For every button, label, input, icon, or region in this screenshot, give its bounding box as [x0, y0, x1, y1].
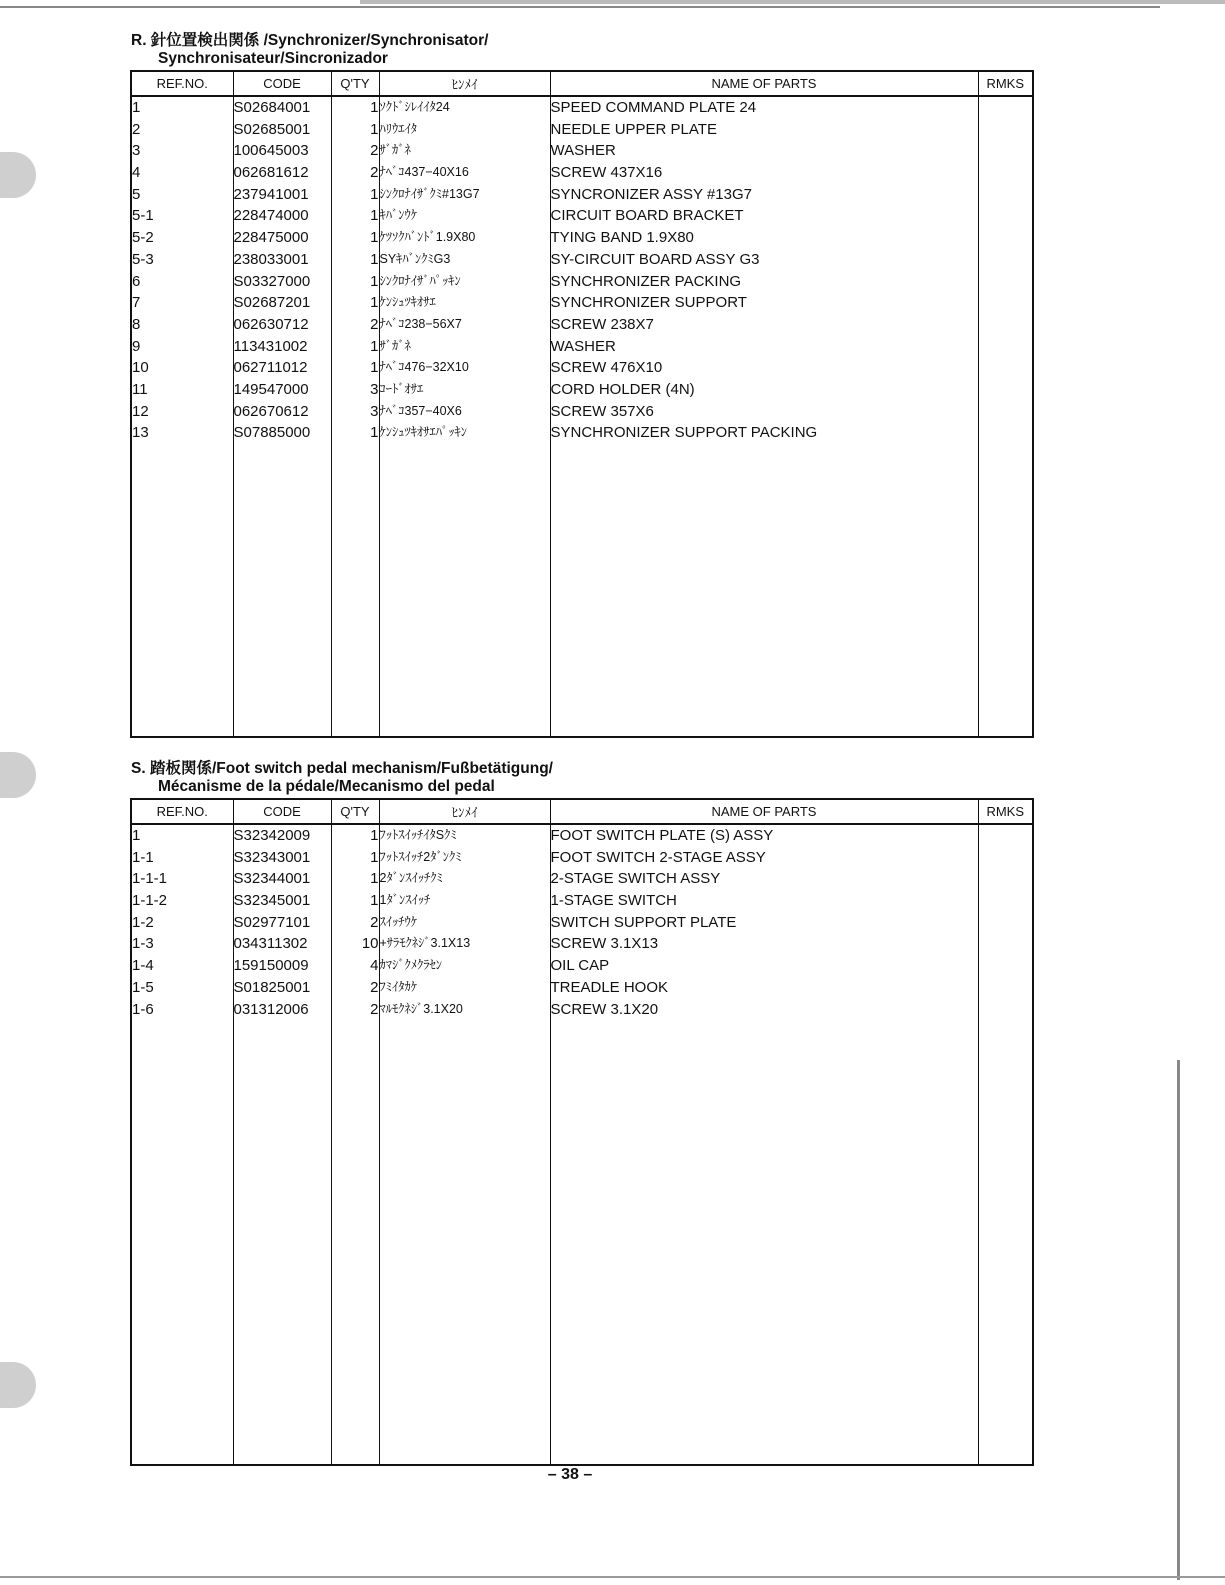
cell-ref: 5	[132, 185, 141, 203]
name-of-parts-column	[550, 96, 978, 737]
cell-ref: 13	[132, 424, 149, 442]
cell-name: 2-STAGE SWITCH ASSY	[550, 870, 721, 888]
cell-qty: 1	[370, 99, 379, 116]
cell-code: S32344001	[233, 870, 311, 888]
cell-ref: 1-3	[132, 935, 154, 953]
cell-code: S32345001	[233, 892, 311, 910]
cell-qty: 3	[370, 402, 379, 420]
cell-qty: 1	[370, 120, 379, 138]
cell-code: S02977101	[233, 913, 311, 931]
header-name-of-parts: NAME OF PARTS	[550, 71, 978, 96]
cell-kana: ﾌｯﾄｽｲｯﾁ2ﾀﾞﾝｸﾐ	[379, 849, 462, 864]
section-title-s	[131, 760, 553, 796]
cell-code: 159150009	[233, 957, 309, 975]
cell-name: SYNCRONIZER ASSY #13G7	[550, 185, 752, 203]
cell-code: S32342009	[233, 827, 311, 844]
cell-ref: 10	[132, 359, 149, 377]
cell-kana: ｷﾊﾞﾝｳｹ	[379, 208, 418, 223]
cell-ref: 7	[132, 294, 141, 312]
parts-table-r	[130, 70, 1034, 738]
section-title-line2: Synchronisateur/Sincronizador	[158, 50, 388, 67]
header-remarks: RMKS	[978, 799, 1033, 824]
cell-qty: 2	[370, 142, 379, 160]
cell-qty: 2	[370, 978, 379, 996]
cell-qty: 3	[370, 380, 379, 398]
section-title-line2: Mécanisme de la pédale/Mecanismo del pedal	[158, 778, 495, 795]
cell-name: SYNCHRONIZER SUPPORT	[550, 294, 747, 312]
cell-kana: ﾊﾘｳｴｲﾀ	[379, 121, 418, 136]
cell-qty: 1	[370, 185, 379, 203]
cell-kana: ﾌﾐｲﾀｶｹ	[379, 979, 418, 994]
cell-name: SY-CIRCUIT BOARD ASSY G3	[550, 250, 760, 268]
cell-qty: 1	[370, 870, 379, 888]
cell-ref: 2	[132, 120, 141, 138]
code-column	[233, 824, 331, 1465]
cell-name: NEEDLE UPPER PLATE	[550, 120, 717, 138]
cell-kana: SYｷﾊﾞﾝｸﾐG3	[379, 251, 451, 266]
cell-qty: 4	[370, 957, 379, 975]
cell-kana: ｿｸﾄﾞｼﾚｲｲﾀ24	[379, 100, 450, 114]
cell-ref: 8	[132, 315, 141, 333]
cell-code: S07885000	[233, 424, 311, 442]
cell-ref: 6	[132, 272, 141, 290]
cell-ref: 5-1	[132, 207, 154, 225]
cell-kana: ﾅﾍﾞｺ437−40X16	[379, 165, 469, 180]
header-ref-no: REF.NO.	[131, 71, 233, 96]
header-qty: Q'TY	[331, 799, 379, 824]
header-code: CODE	[233, 71, 331, 96]
cell-qty: 1	[370, 229, 379, 247]
cell-qty: 2	[370, 164, 379, 182]
cell-code: 228474000	[233, 207, 309, 225]
cell-code: S02687201	[233, 294, 311, 312]
cell-name: SCREW 437X16	[550, 164, 663, 182]
cell-ref: 5-3	[132, 250, 154, 268]
cell-code: 062681612	[233, 164, 309, 182]
header-qty: Q'TY	[331, 71, 379, 96]
scan-rule-top	[0, 6, 1160, 8]
section-title-r	[131, 32, 488, 68]
cell-qty: 2	[370, 315, 379, 333]
cell-code: S02685001	[233, 120, 311, 138]
cell-qty: 1	[370, 250, 379, 268]
cell-qty: 1	[370, 337, 379, 355]
cell-name: WASHER	[550, 337, 616, 355]
cell-code: 034311302	[233, 935, 308, 953]
cell-name: CIRCUIT BOARD BRACKET	[550, 207, 744, 225]
cell-qty: 10	[361, 935, 379, 953]
cell-code: S03327000	[233, 272, 311, 290]
cell-kana: ｶﾏｼﾞｸﾒｸﾗｾﾝ	[379, 958, 443, 973]
cell-kana: ｻﾞｶﾞﾈ	[379, 338, 411, 353]
remarks-column	[978, 96, 1033, 737]
cell-ref: 12	[132, 402, 149, 420]
table-header-row	[131, 799, 1033, 824]
header-ref-no: REF.NO.	[131, 799, 233, 824]
cell-kana: ｹﾝｼｭﾂｷｵｻｴﾊﾟｯｷﾝ	[379, 425, 468, 440]
name-of-parts-column	[550, 824, 978, 1465]
cell-ref: 1-1	[132, 848, 154, 866]
cell-qty: 1	[370, 827, 379, 844]
cell-qty: 1	[370, 207, 379, 225]
cell-code: S32343001	[233, 848, 311, 866]
cell-kana: ﾅﾍﾞｺ357−40X6	[379, 403, 462, 418]
header-code: CODE	[233, 799, 331, 824]
cell-qty: 2	[370, 1000, 379, 1018]
cell-qty: 1	[370, 848, 379, 866]
cell-ref: 1-2	[132, 913, 154, 931]
cell-name: 1-STAGE SWITCH	[550, 892, 677, 910]
cell-qty: 1	[370, 294, 379, 312]
cell-name: SCREW 357X6	[550, 402, 654, 420]
cell-name: SWITCH SUPPORT PLATE	[550, 913, 737, 931]
cell-code: 149547000	[233, 380, 309, 398]
cell-kana: ﾅﾍﾞｺ238−56X7	[379, 316, 462, 331]
cell-name: CORD HOLDER (4N)	[550, 380, 695, 398]
header-kana-name: ﾋﾝﾒｲ	[379, 799, 550, 824]
cell-code: 062670612	[233, 402, 309, 420]
cell-code: 062630712	[233, 315, 309, 333]
kana-name-column	[379, 824, 550, 1465]
cell-ref: 1	[132, 99, 141, 116]
cell-kana: ｼﾝｸﾛﾅｲｻﾞｸﾐ#13G7	[379, 186, 480, 201]
cell-kana: ｻﾞｶﾞﾈ	[379, 143, 411, 158]
cell-name: WASHER	[550, 142, 616, 160]
cell-name: TREADLE HOOK	[550, 978, 669, 996]
cell-qty: 2	[370, 913, 379, 931]
kana-name-column	[379, 96, 550, 737]
cell-qty: 1	[370, 892, 379, 910]
remarks-column	[978, 824, 1033, 1465]
cell-name: SCREW 3.1X20	[550, 1000, 659, 1018]
section-title-line1: R. 針位置検出関係 /Synchronizer/Synchronisator/	[131, 32, 489, 49]
header-remarks: RMKS	[978, 71, 1033, 96]
cell-code: 062711012	[233, 359, 308, 377]
ref-no-column	[131, 824, 233, 1465]
cell-name: SPEED COMMAND PLATE 24	[550, 99, 757, 116]
binder-hole	[0, 1362, 36, 1408]
cell-name: SYNCHRONIZER SUPPORT PACKING	[550, 424, 818, 442]
cell-ref: 1-6	[132, 1000, 154, 1018]
qty-column	[331, 96, 379, 737]
cell-ref: 11	[132, 380, 148, 398]
qty-column	[331, 824, 379, 1465]
cell-code: S02684001	[233, 99, 311, 116]
binder-hole	[0, 752, 36, 798]
ref-no-column	[131, 96, 233, 737]
cell-name: SYNCHRONIZER PACKING	[550, 272, 742, 290]
cell-qty: 1	[370, 359, 379, 377]
cell-name: TYING BAND 1.9X80	[550, 229, 694, 247]
cell-kana: ﾌｯﾄｽｲｯﾁｲﾀSｸﾐ	[379, 828, 457, 842]
cell-kana: +ｻﾗﾓｸﾈｼﾞ3.1X13	[379, 936, 471, 951]
cell-name: OIL CAP	[550, 957, 610, 975]
header-kana-name: ﾋﾝﾒｲ	[379, 71, 550, 96]
cell-code: 237941001	[233, 185, 309, 203]
cell-code: 238033001	[233, 250, 309, 268]
cell-kana: ｹﾂｿｸﾊﾞﾝﾄﾞ1.9X80	[379, 230, 476, 245]
code-column	[233, 96, 331, 737]
cell-kana: ｹﾝｼｭﾂｷｵｻｴ	[379, 295, 436, 310]
cell-qty: 1	[370, 272, 379, 290]
header-name-of-parts: NAME OF PARTS	[550, 799, 978, 824]
cell-kana: ﾏﾙﾓｸﾈｼﾞ3.1X20	[379, 1001, 463, 1016]
cell-name: SCREW 238X7	[550, 315, 654, 333]
cell-name: SCREW 3.1X13	[550, 935, 659, 953]
cell-ref: 1-4	[132, 957, 154, 975]
cell-ref: 1-5	[132, 978, 154, 996]
scan-edge-top	[360, 0, 1225, 4]
cell-qty: 1	[370, 424, 379, 442]
cell-code: 100645003	[233, 142, 309, 160]
cell-ref: 5-2	[132, 229, 154, 247]
cell-ref: 9	[132, 337, 141, 355]
cell-kana: ｽｲｯﾁｳｹ	[379, 914, 418, 929]
page-number: – 38 –	[547, 1466, 593, 1483]
cell-ref: 4	[132, 164, 141, 182]
cell-code: 113431002	[233, 337, 308, 355]
cell-kana: 2ﾀﾞﾝｽｲｯﾁｸﾐ	[379, 871, 443, 886]
cell-name: SCREW 476X10	[550, 359, 663, 377]
cell-name: FOOT SWITCH PLATE (S) ASSY	[550, 827, 774, 844]
scan-rule-bottom	[0, 1576, 1225, 1578]
cell-kana: ﾅﾍﾞｺ476−32X10	[379, 360, 469, 375]
cell-code: S01825001	[233, 978, 311, 996]
cell-name: FOOT SWITCH 2-STAGE ASSY	[550, 848, 766, 866]
cell-ref: 3	[132, 142, 141, 160]
cell-ref: 1-1-2	[132, 892, 168, 910]
cell-code: 031312006	[233, 1000, 309, 1018]
table-body	[131, 824, 1033, 1465]
cell-ref: 1	[132, 827, 141, 844]
section-title-line1: S. 踏板関係/Foot switch pedal mechanism/Fußbetätigung/	[131, 760, 553, 777]
cell-ref: 1-1-1	[132, 870, 168, 888]
table-header-row	[131, 71, 1033, 96]
cell-kana: ｺｰﾄﾞｵｻｴ	[379, 381, 424, 396]
cell-code: 228475000	[233, 229, 309, 247]
cell-kana: ｼﾝｸﾛﾅｲｻﾞﾊﾟｯｷﾝ	[379, 273, 461, 288]
scan-edge-right	[1177, 1060, 1180, 1580]
binder-hole	[0, 152, 36, 198]
cell-kana: 1ﾀﾞﾝｽｲｯﾁ	[379, 893, 431, 908]
table-body	[131, 96, 1033, 737]
parts-table-s	[130, 798, 1034, 1466]
